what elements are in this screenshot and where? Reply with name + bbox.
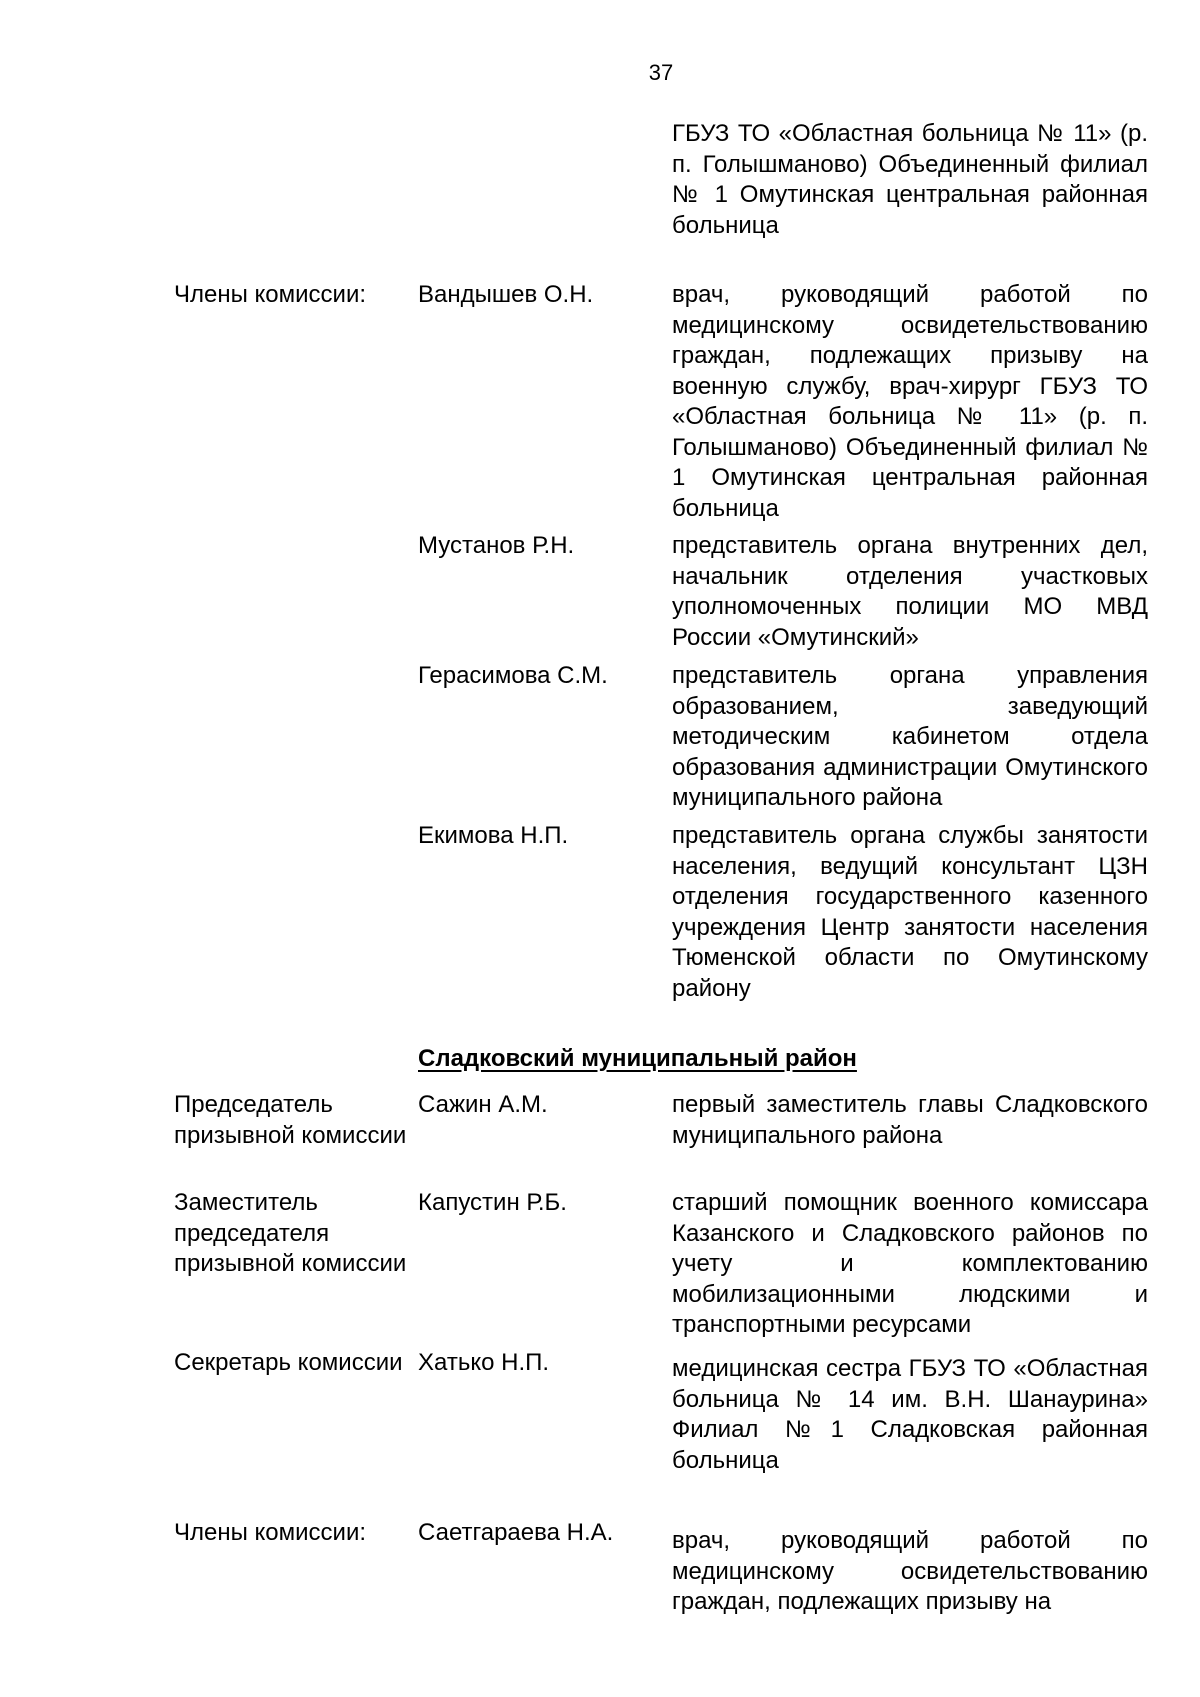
member-name: Саетгараева Н.А. bbox=[418, 1519, 614, 1546]
member-description: представитель органа службы занятости населения, ведущий консультант ЦЗН отделения государственного казенного учреждения Центр занятости населения Тюменской области по Омутинскому району bbox=[672, 822, 1148, 1002]
member-description: представитель органа управления образованием, заведующий методическим кабинетом отдела образования администрации Омутинского муниципального района bbox=[672, 662, 1148, 811]
member-role: Заместитель председателя призывной комиссии bbox=[174, 1189, 407, 1277]
member-description: врач, руководящий работой по медицинскому освидетельствованию граждан, подлежащих призыву на военную службу, врач-хирург ГБУЗ ТО «Областная больница № 11» (р. п. Голышманово) Объединенный филиал № 1 Омутинская центральная районная больница bbox=[672, 281, 1148, 522]
member-role: Члены комиссии: bbox=[174, 1519, 367, 1546]
section-heading: Сладковский муниципальный район bbox=[418, 1045, 857, 1072]
member-description: первый заместитель главы Сладковского муниципального района bbox=[672, 1091, 1148, 1149]
member-name: Екимова Н.П. bbox=[418, 822, 569, 849]
member-description: медицинская сестра ГБУЗ ТО «Областная больница № 14 им. В.Н. Шанаурина» Филиал №1 Сладковская районная больница bbox=[672, 1355, 1148, 1474]
member-name: Хатько Н.П. bbox=[418, 1349, 550, 1376]
member-description: врач, руководящий работой по медицинскому освидетельствованию граждан, подлежащих призыву на bbox=[672, 1527, 1148, 1615]
member-name: Капустин Р.Б. bbox=[418, 1189, 567, 1216]
member-name: Сажин А.М. bbox=[418, 1091, 548, 1118]
member-description: старший помощник военного комиссара Казанского и Сладковского районов по учету и комплектованию мобилизационными людскими и транспортными ресурсами bbox=[672, 1189, 1148, 1338]
page-number: 37 bbox=[648, 60, 674, 85]
member-name: Герасимова С.М. bbox=[418, 662, 608, 689]
member-description: ГБУЗ ТО «Областная больница № 11» (р. п. Голышманово) Объединенный филиал № 1 Омутинская центральная районная больница bbox=[672, 120, 1148, 239]
member-name: Мустанов Р.Н. bbox=[418, 532, 575, 559]
member-role: Председатель призывной комиссии bbox=[174, 1091, 407, 1149]
member-role: Секретарь комиссии bbox=[174, 1349, 403, 1376]
member-description: представитель органа внутренних дел, начальник отделения участковых уполномоченных полиции МО МВД России «Омутинский» bbox=[672, 532, 1148, 651]
member-role: Члены комиссии: bbox=[174, 281, 367, 308]
member-name: Вандышев О.Н. bbox=[418, 281, 594, 308]
